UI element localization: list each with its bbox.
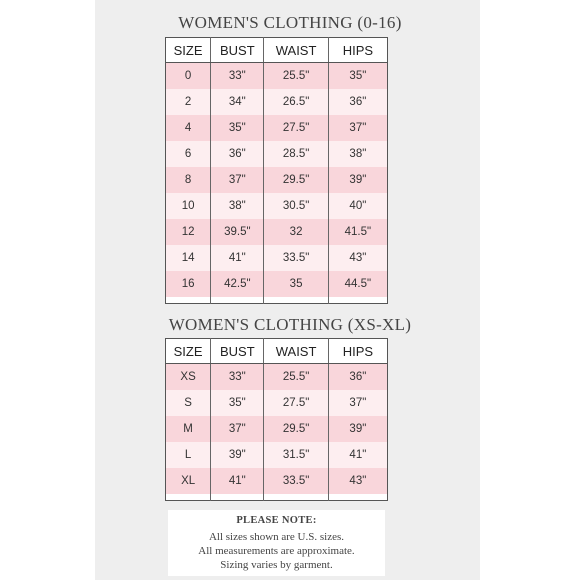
cell-size: L <box>166 442 211 468</box>
table-row <box>166 245 388 271</box>
column-header-waist: WAIST <box>264 339 328 364</box>
cell-hips: 36" <box>328 89 387 115</box>
cell-size: 14 <box>166 245 211 271</box>
table-row <box>166 167 388 193</box>
cell-waist: 33.5" <box>264 245 328 271</box>
cell-bust: 35" <box>211 115 264 141</box>
cell-waist: 26.5" <box>264 89 328 115</box>
cell-size: 16 <box>166 271 211 297</box>
cell-bust: 39" <box>211 442 264 468</box>
table-title-letter-sizes: WOMEN'S CLOTHING (XS-XL) <box>168 315 412 334</box>
cell-hips: 36" <box>328 364 387 391</box>
empty-cell <box>328 494 387 501</box>
cell-size: M <box>166 416 211 442</box>
table-row <box>166 468 388 494</box>
please-note-box <box>168 510 385 576</box>
cell-bust: 38" <box>211 193 264 219</box>
cell-size: XS <box>166 364 211 391</box>
cell-waist: 33.5" <box>264 468 328 494</box>
cell-waist: 28.5" <box>264 141 328 167</box>
cell-size: 6 <box>166 141 211 167</box>
cell-bust: 41" <box>211 468 264 494</box>
table-row <box>166 193 388 219</box>
cell-bust: 37" <box>211 416 264 442</box>
cell-hips: 44.5" <box>328 271 387 297</box>
cell-waist: 27.5" <box>264 115 328 141</box>
empty-cell <box>264 494 328 501</box>
column-header-size: SIZE <box>166 38 211 63</box>
cell-hips: 41" <box>328 442 387 468</box>
cell-bust: 37" <box>211 167 264 193</box>
cell-bust: 41" <box>211 245 264 271</box>
table-row <box>166 442 388 468</box>
cell-size: 10 <box>166 193 211 219</box>
cell-size: 2 <box>166 89 211 115</box>
empty-cell <box>211 297 264 304</box>
column-header-hips: HIPS <box>328 339 387 364</box>
table-bottom-padding <box>166 494 388 501</box>
table-row <box>166 219 388 245</box>
cell-waist: 29.5" <box>264 416 328 442</box>
cell-hips: 37" <box>328 390 387 416</box>
cell-bust: 36" <box>211 141 264 167</box>
cell-waist: 27.5" <box>264 390 328 416</box>
cell-waist: 32 <box>264 219 328 245</box>
table-row <box>166 416 388 442</box>
cell-hips: 41.5" <box>328 219 387 245</box>
table-row <box>166 89 388 115</box>
table-row <box>166 63 388 90</box>
column-header-hips: HIPS <box>328 38 387 63</box>
cell-hips: 43" <box>328 245 387 271</box>
cell-waist: 35 <box>264 271 328 297</box>
cell-bust: 39.5" <box>211 219 264 245</box>
note-line: Sizing varies by garment. <box>220 559 333 571</box>
note-line: All measurements are approximate. <box>198 545 355 557</box>
empty-cell <box>328 297 387 304</box>
note-line: All sizes shown are U.S. sizes. <box>208 531 345 543</box>
cell-hips: 43" <box>328 468 387 494</box>
table-title-numeric-sizes: WOMEN'S CLOTHING (0-16) <box>178 13 402 32</box>
cell-waist: 31.5" <box>264 442 328 468</box>
cell-waist: 25.5" <box>264 63 328 90</box>
cell-bust: 42.5" <box>211 271 264 297</box>
cell-size: 8 <box>166 167 211 193</box>
table-row <box>166 390 388 416</box>
cell-hips: 40" <box>328 193 387 219</box>
column-header-bust: BUST <box>211 38 264 63</box>
column-header-bust: BUST <box>211 339 264 364</box>
note-heading: PLEASE NOTE: <box>236 515 317 526</box>
empty-cell <box>166 494 211 501</box>
cell-size: 0 <box>166 63 211 90</box>
cell-waist: 30.5" <box>264 193 328 219</box>
table-row <box>166 115 388 141</box>
column-header-size: SIZE <box>166 339 211 364</box>
cell-hips: 39" <box>328 416 387 442</box>
cell-bust: 35" <box>211 390 264 416</box>
empty-cell <box>211 494 264 501</box>
cell-hips: 39" <box>328 167 387 193</box>
size-chart-numeric <box>165 37 388 304</box>
cell-size: XL <box>166 468 211 494</box>
table-bottom-padding <box>166 297 388 304</box>
empty-cell <box>166 297 211 304</box>
cell-size: 12 <box>166 219 211 245</box>
cell-bust: 33" <box>211 63 264 90</box>
column-header-waist: WAIST <box>264 38 328 63</box>
cell-bust: 33" <box>211 364 264 391</box>
cell-hips: 38" <box>328 141 387 167</box>
cell-bust: 34" <box>211 89 264 115</box>
empty-cell <box>264 297 328 304</box>
cell-size: 4 <box>166 115 211 141</box>
table-row <box>166 141 388 167</box>
cell-hips: 37" <box>328 115 387 141</box>
cell-size: S <box>166 390 211 416</box>
table-row <box>166 364 388 391</box>
cell-waist: 29.5" <box>264 167 328 193</box>
cell-hips: 35" <box>328 63 387 90</box>
cell-waist: 25.5" <box>264 364 328 391</box>
table-row <box>166 271 388 297</box>
size-chart-letter <box>165 338 388 501</box>
